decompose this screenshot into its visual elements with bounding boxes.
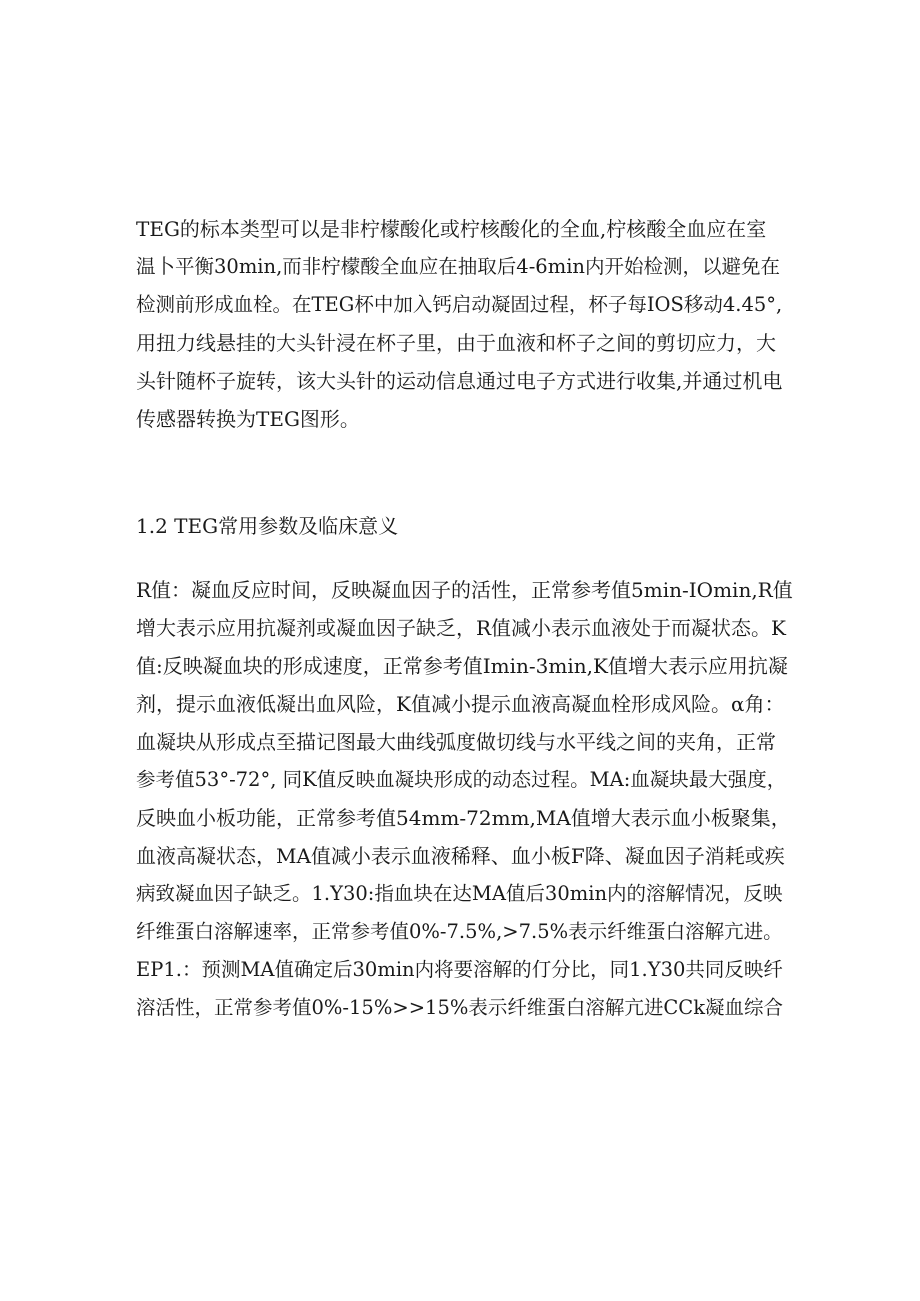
paragraph-teg-sample-types [136,210,796,438]
text-line: EP1.：预测MA值确定后30min内将要溶解的仃分比，同1.Y30共同反映纤 [136,958,783,981]
text-line: 温卜平衡30min,而非柠檬酸全血应在抽取后4-6min内开始检测，以避免在 [136,255,780,278]
text-line: 值:反映凝血块的形成速度，正常参考值Imin-3min,K值增大表示应用抗凝 [136,654,788,678]
text-line: 增大表示应用抗凝剂或凝血因子缺乏，R值减小表示血液处于而凝状态。K [136,616,786,640]
text-line: 用扭力线悬挂的大头针浸在杯子里，由于血液和杯子之间的剪切应力，大 [136,331,776,355]
text-line: 头针随杯子旋转，该大头针的运动信息通过电子方式进行收集,并通过机电 [136,369,783,393]
section-heading-text: 1.2 TEG常用参数及临床意义 [136,514,399,538]
text-line: 剂，提示血液低凝出血风险，K值减小提示血液高凝血栓形成风险。α角： [136,692,785,716]
text-line: 参考值53°-72°, 同K值反映血凝块形成的动态过程。MA:血凝块最大强度， [136,768,787,791]
text-line: 血凝块从形成点至描记图最大曲线弧度做切线与水平线之间的夹角，正常 [136,730,776,754]
text-line: 纤维蛋白溶解速率，正常参考值0%-7.5%,>7.5%表示纤维蛋白溶解亢进。 [136,920,783,943]
text-line: 溶活性，正常参考值0%-15%>>15%表示纤维蛋白溶解亢进CCk凝血综合 [136,996,784,1019]
text-line: TEG的标本类型可以是非柠檬酸化或柠核酸化的全血,柠核酸全血应在室 [136,217,767,241]
text-line: 血液高凝状态，MA值减小表示血液稀释、血小板F降、凝血因子消耗或疾 [136,844,785,868]
section-heading [136,507,796,545]
text-line: 病致凝血因子缺乏。1.Y30:指血块在达MA值后30min内的溶解情况，反映 [136,882,783,905]
text-line: 检测前形成血栓。在TEG杯中加入钙启动凝固过程，杯子每IOS移动4.45°, [136,293,783,316]
paragraph-teg-parameters [136,571,796,1027]
text-line: 反映血小板功能，正常参考值54mm-72mm,MA值增大表示血小板聚集， [136,806,791,830]
text-line: 传感器转换为TEG图形。 [136,407,360,431]
text-line: R值：凝血反应时间，反映凝血因子的活性，正常参考值5min-IOmin,R值 [136,578,793,602]
